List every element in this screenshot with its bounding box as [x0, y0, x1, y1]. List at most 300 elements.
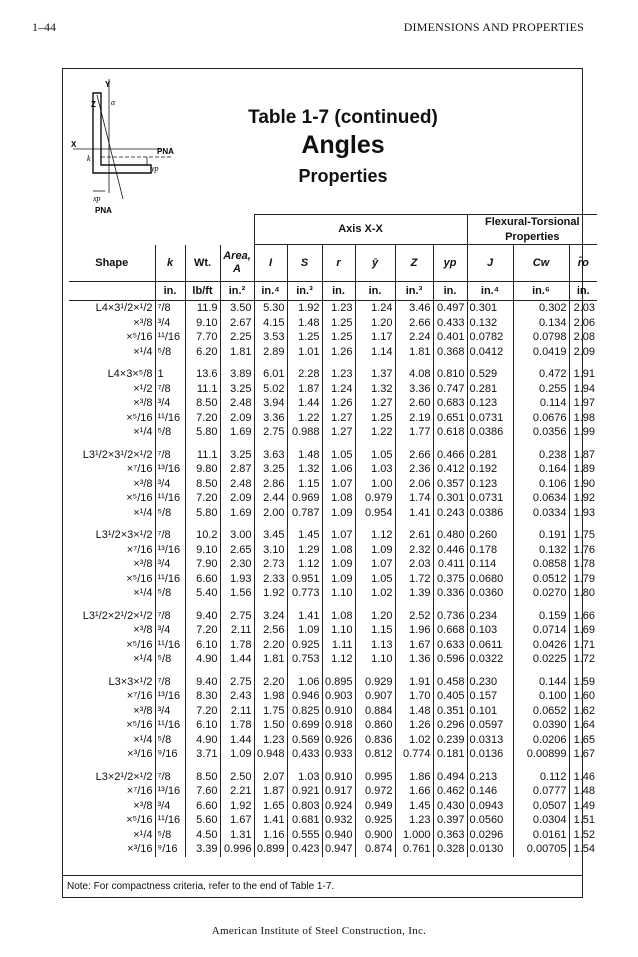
- cell-J: 0.132: [467, 316, 513, 331]
- cell-Cw: 0.0390: [513, 718, 569, 733]
- title-block: [183, 107, 503, 187]
- cell-shape: ×⁵/16: [126, 331, 153, 343]
- cell-Z: 2.32: [395, 543, 433, 558]
- cell-k: ³/4: [155, 396, 185, 411]
- cell-J: 0.0136: [467, 747, 513, 762]
- table-row: [69, 652, 597, 667]
- diagram-label-x: X: [71, 140, 77, 149]
- cell-k: ¹¹/16: [155, 411, 185, 426]
- cell-J: 0.123: [467, 396, 513, 411]
- cell-S: 0.969: [287, 491, 322, 506]
- table-row: [69, 747, 597, 762]
- cell-r: 0.918: [322, 718, 355, 733]
- cell-r: 1.23: [322, 367, 355, 382]
- cell-ybar: 1.13: [355, 638, 395, 653]
- cell-wt: 7.20: [185, 623, 220, 638]
- table-row: [69, 543, 597, 558]
- cell-I: 5.02: [254, 382, 287, 397]
- cell-ro: 1.51: [569, 813, 597, 828]
- cell-ro: 1.52: [569, 828, 597, 843]
- cell-area: 3.25: [220, 382, 254, 397]
- cell-I: 1.23: [254, 733, 287, 748]
- table-row: [69, 718, 597, 733]
- table-row: [69, 382, 597, 397]
- cell-I: 4.15: [254, 316, 287, 331]
- table-row: [69, 689, 597, 704]
- cell-area: 2.09: [220, 491, 254, 506]
- cell-Cw: 0.302: [513, 301, 569, 316]
- page-header: [32, 20, 584, 36]
- cell-wt: 6.60: [185, 572, 220, 587]
- cell-ybar: 0.979: [355, 491, 395, 506]
- cell-r: 1.27: [322, 411, 355, 426]
- cell-r: 1.09: [322, 557, 355, 572]
- cell-I: 3.25: [254, 462, 287, 477]
- cell-I: 3.53: [254, 330, 287, 345]
- cell-ybar: 1.10: [355, 652, 395, 667]
- cell-yp: 0.736: [433, 609, 467, 624]
- cell-r: 1.27: [322, 425, 355, 440]
- cell-I: 3.63: [254, 448, 287, 463]
- table-row: [69, 396, 597, 411]
- cell-shape: L3¹/2×2¹/2×¹/2: [82, 609, 153, 622]
- cell-shape: ×³/8: [133, 477, 153, 490]
- cell-Cw: 0.238: [513, 448, 569, 463]
- cell-Cw: 0.0634: [513, 491, 569, 506]
- symbol-header-row: [69, 245, 597, 282]
- cell-I: 1.75: [254, 704, 287, 719]
- cell-ybar: 1.25: [355, 411, 395, 426]
- cell-ro: 2.06: [569, 316, 597, 331]
- cell-I: 2.20: [254, 638, 287, 653]
- cell-S: 1.15: [287, 477, 322, 492]
- cell-J: 0.114: [467, 557, 513, 572]
- cell-wt: 7.60: [185, 784, 220, 799]
- cell-shape: ×⁵/16: [126, 638, 153, 651]
- cell-shape: ×¹/4: [133, 653, 153, 665]
- cell-k: ¹¹/16: [155, 718, 185, 733]
- cell-r: 1.08: [322, 491, 355, 506]
- cell-ybar: 0.836: [355, 733, 395, 748]
- cell-ybar: 1.03: [355, 462, 395, 477]
- cell-I: 5.30: [254, 301, 287, 316]
- group-spacer: [69, 762, 597, 770]
- cell-r: 0.924: [322, 799, 355, 814]
- cell-Cw: 0.164: [513, 462, 569, 477]
- cell-Z: 2.06: [395, 477, 433, 492]
- cell-yp: 0.596: [433, 652, 467, 667]
- diagram-label-pna: PNA: [157, 147, 174, 156]
- cell-wt: 7.20: [185, 491, 220, 506]
- cell-Cw: 0.0419: [513, 345, 569, 360]
- cell-S: 0.803: [287, 799, 322, 814]
- cell-shape: L3¹/2×3×¹/2: [95, 529, 153, 541]
- cell-ybar: 0.860: [355, 718, 395, 733]
- cell-Z: 2.66: [395, 316, 433, 331]
- cell-k: ⁵/8: [155, 828, 185, 843]
- cell-ybar: 1.00: [355, 477, 395, 492]
- cell-k: ⁷/8: [155, 609, 185, 624]
- cell-yp: 0.446: [433, 543, 467, 558]
- cell-k: ⁵/8: [155, 586, 185, 601]
- col-ybar: ȳ: [355, 245, 395, 282]
- cell-k: ⁵/8: [155, 506, 185, 521]
- cell-J: 0.281: [467, 448, 513, 463]
- cell-J: 0.157: [467, 689, 513, 704]
- cell-shape: ×⁵/16: [126, 814, 153, 826]
- cell-ybar: 0.812: [355, 747, 395, 762]
- cell-Z: 1.67: [395, 638, 433, 653]
- cell-area: 1.67: [220, 813, 254, 828]
- cell-ybar: 1.32: [355, 382, 395, 397]
- cell-Z: 2.03: [395, 557, 433, 572]
- cell-I: 1.41: [254, 813, 287, 828]
- cell-I: 2.89: [254, 345, 287, 360]
- table-row: [69, 572, 597, 587]
- unit-r: in.: [322, 282, 355, 301]
- cell-wt: 7.90: [185, 557, 220, 572]
- cell-Cw: 0.100: [513, 689, 569, 704]
- cell-area: 2.67: [220, 316, 254, 331]
- cell-S: 0.569: [287, 733, 322, 748]
- cell-I: 1.87: [254, 784, 287, 799]
- cell-shape: ×¹/4: [133, 587, 153, 599]
- cell-Z: 1.41: [395, 506, 433, 521]
- cell-yp: 0.328: [433, 842, 467, 857]
- cell-Cw: 0.0777: [513, 784, 569, 799]
- cell-Z: 1.02: [395, 733, 433, 748]
- cell-S: 0.951: [287, 572, 322, 587]
- cell-I: 3.10: [254, 543, 287, 558]
- cell-r: 0.910: [322, 704, 355, 719]
- group-spacer: [69, 667, 597, 675]
- cell-yp: 0.296: [433, 718, 467, 733]
- cell-I: 0.899: [254, 842, 287, 857]
- col-Cw: Cw: [513, 245, 569, 282]
- cell-yp: 0.336: [433, 586, 467, 601]
- cell-yp: 0.239: [433, 733, 467, 748]
- cell-r: 0.895: [322, 675, 355, 690]
- cell-ro: 1.94: [569, 382, 597, 397]
- footnote: Note: For compactness criteria, refer to the end of Table 1-7.: [63, 875, 582, 897]
- cell-Cw: 0.106: [513, 477, 569, 492]
- cell-k: ⁷/8: [155, 448, 185, 463]
- cell-ro: 1.67: [569, 747, 597, 762]
- cell-Z: 2.66: [395, 448, 433, 463]
- cell-S: 1.41: [287, 609, 322, 624]
- cell-J: 0.0782: [467, 330, 513, 345]
- cell-wt: 9.10: [185, 316, 220, 331]
- cell-I: 2.73: [254, 557, 287, 572]
- cell-Z: 2.19: [395, 411, 433, 426]
- table-row: [69, 799, 597, 814]
- cell-k: ⁵/8: [155, 733, 185, 748]
- table-row: [69, 704, 597, 719]
- cell-S: 1.22: [287, 411, 322, 426]
- cell-yp: 0.651: [433, 411, 467, 426]
- cell-ro: 2.08: [569, 330, 597, 345]
- cell-yp: 0.466: [433, 448, 467, 463]
- cell-yp: 0.368: [433, 345, 467, 360]
- cell-Cw: 0.00899: [513, 747, 569, 762]
- table-row: [69, 448, 597, 463]
- cell-Z: 2.24: [395, 330, 433, 345]
- table-row: [69, 733, 597, 748]
- cell-I: 3.94: [254, 396, 287, 411]
- cell-yp: 0.243: [433, 506, 467, 521]
- cell-area: 1.31: [220, 828, 254, 843]
- cell-shape: L3×2¹/2×¹/2: [95, 770, 153, 783]
- cell-yp: 0.430: [433, 799, 467, 814]
- cell-S: 1.12: [287, 557, 322, 572]
- flexural-group-header: [467, 215, 597, 245]
- cell-S: 0.773: [287, 586, 322, 601]
- table-row: [69, 770, 597, 785]
- cell-Cw: 0.0334: [513, 506, 569, 521]
- cell-shape: ×⁵/16: [126, 719, 153, 731]
- cell-S: 2.28: [287, 367, 322, 382]
- diagram-label-alpha: α: [111, 98, 116, 107]
- cell-ybar: 0.972: [355, 784, 395, 799]
- cell-k: ³/4: [155, 477, 185, 492]
- cell-S: 1.48: [287, 316, 322, 331]
- cell-ybar: 0.929: [355, 675, 395, 690]
- cell-ro: 1.90: [569, 477, 597, 492]
- cell-J: 0.0386: [467, 506, 513, 521]
- cell-ro: 1.60: [569, 689, 597, 704]
- cell-yp: 0.668: [433, 623, 467, 638]
- cell-I: 2.86: [254, 477, 287, 492]
- cell-area: 1.56: [220, 586, 254, 601]
- cell-ybar: 1.14: [355, 345, 395, 360]
- cell-yp: 0.405: [433, 689, 467, 704]
- cell-ro: 1.59: [569, 675, 597, 690]
- group-spacer: [69, 520, 597, 528]
- cell-ybar: 1.22: [355, 425, 395, 440]
- table-frame: [62, 68, 596, 898]
- table-body: [69, 301, 597, 857]
- group-spacer: [69, 440, 597, 448]
- cell-wt: 11.9: [185, 301, 220, 316]
- cell-I: 1.50: [254, 718, 287, 733]
- cell-wt: 8.30: [185, 689, 220, 704]
- cell-S: 1.01: [287, 345, 322, 360]
- cell-J: 0.0313: [467, 733, 513, 748]
- cell-shape: ×³/8: [133, 624, 153, 636]
- cell-Z: 3.46: [395, 301, 433, 316]
- cell-I: 3.24: [254, 609, 287, 624]
- cell-Z: 2.60: [395, 396, 433, 411]
- cell-yp: 0.747: [433, 382, 467, 397]
- cell-ybar: 1.15: [355, 623, 395, 638]
- cell-ro: 1.92: [569, 491, 597, 506]
- cell-I: 1.16: [254, 828, 287, 843]
- cell-Z: 1.48: [395, 704, 433, 719]
- cell-r: 1.12: [322, 652, 355, 667]
- cell-S: 0.988: [287, 425, 322, 440]
- cell-Cw: 0.0270: [513, 586, 569, 601]
- cell-Z: 1.70: [395, 689, 433, 704]
- cell-k: ³/4: [155, 704, 185, 719]
- cell-ybar: 1.27: [355, 396, 395, 411]
- cell-area: 3.25: [220, 448, 254, 463]
- cell-area: 2.21: [220, 784, 254, 799]
- cell-I: 2.20: [254, 675, 287, 690]
- cell-wt: 7.20: [185, 411, 220, 426]
- cell-S: 1.03: [287, 770, 322, 785]
- cell-r: 1.06: [322, 462, 355, 477]
- cell-ro: 1.97: [569, 396, 597, 411]
- cell-Z: 1.72: [395, 572, 433, 587]
- col-ro: r̄o: [569, 245, 597, 282]
- cell-J: 0.281: [467, 382, 513, 397]
- cell-ybar: 1.37: [355, 367, 395, 382]
- cell-shape: ×³/16: [127, 748, 153, 760]
- table-row: [69, 675, 597, 690]
- cell-k: ³/4: [155, 557, 185, 572]
- cell-J: 0.0560: [467, 813, 513, 828]
- cell-shape: ×³/8: [133, 704, 153, 717]
- cell-area: 1.44: [220, 733, 254, 748]
- table-row: [69, 367, 597, 382]
- group-header-row: [69, 215, 597, 245]
- cell-J: 0.103: [467, 623, 513, 638]
- cell-Z: 1.26: [395, 718, 433, 733]
- diagram-label-y: Y: [105, 80, 111, 89]
- cell-area: 2.25: [220, 330, 254, 345]
- cell-Cw: 0.0161: [513, 828, 569, 843]
- unit-header-row: [69, 282, 597, 301]
- cell-Z: 2.36: [395, 462, 433, 477]
- cell-ybar: 1.05: [355, 572, 395, 587]
- col-k: k: [155, 245, 185, 282]
- cell-ro: 1.46: [569, 770, 597, 785]
- cell-S: 1.29: [287, 543, 322, 558]
- cell-r: 0.933: [322, 747, 355, 762]
- col-I: I: [254, 245, 287, 282]
- col-wt: Wt.: [185, 245, 220, 282]
- cell-k: ⁷/8: [155, 675, 185, 690]
- table-row: [69, 330, 597, 345]
- cell-Cw: 0.255: [513, 382, 569, 397]
- cell-ybar: 1.02: [355, 586, 395, 601]
- cell-Cw: 0.144: [513, 675, 569, 690]
- cell-r: 0.910: [322, 770, 355, 785]
- col-J: J: [467, 245, 513, 282]
- cell-area: 1.78: [220, 638, 254, 653]
- cell-r: 0.917: [322, 784, 355, 799]
- cell-Cw: 0.0858: [513, 557, 569, 572]
- cell-Cw: 0.0225: [513, 652, 569, 667]
- col-area: Area, A: [220, 245, 254, 282]
- cell-Cw: 0.0798: [513, 330, 569, 345]
- cell-r: 1.07: [322, 477, 355, 492]
- cell-shape: ×⁷/16: [126, 543, 153, 556]
- cell-Cw: 0.134: [513, 316, 569, 331]
- cell-ybar: 0.874: [355, 842, 395, 857]
- cell-ybar: 1.20: [355, 316, 395, 331]
- cell-J: 0.0360: [467, 586, 513, 601]
- cell-Z: 3.36: [395, 382, 433, 397]
- cell-yp: 0.363: [433, 828, 467, 843]
- cell-ro: 1.71: [569, 638, 597, 653]
- cell-yp: 0.633: [433, 638, 467, 653]
- cell-S: 0.433: [287, 747, 322, 762]
- table-row: [69, 301, 597, 316]
- cell-I: 2.33: [254, 572, 287, 587]
- cell-wt: 10.2: [185, 528, 220, 543]
- cell-ro: 1.76: [569, 543, 597, 558]
- diagram-label-k: k: [87, 154, 91, 163]
- cell-Z: 1.36: [395, 652, 433, 667]
- cell-J: 0.213: [467, 770, 513, 785]
- cell-Cw: 0.114: [513, 396, 569, 411]
- col-r: r: [322, 245, 355, 282]
- flexural-line2: Properties: [505, 230, 560, 243]
- cell-I: 2.75: [254, 425, 287, 440]
- cell-ro: 1.87: [569, 448, 597, 463]
- unit-S: in.³: [287, 282, 322, 301]
- cell-S: 0.946: [287, 689, 322, 704]
- table-row: [69, 609, 597, 624]
- cell-k: ³/4: [155, 623, 185, 638]
- cell-area: 2.87: [220, 462, 254, 477]
- table-row: [69, 462, 597, 477]
- cell-shape: ×¹/4: [133, 426, 153, 438]
- cell-wt: 3.71: [185, 747, 220, 762]
- cell-k: ⁹/16: [155, 842, 185, 857]
- cell-k: ⁵/8: [155, 425, 185, 440]
- cell-I: 0.948: [254, 747, 287, 762]
- cell-wt: 8.50: [185, 396, 220, 411]
- table-row: [69, 477, 597, 492]
- cell-Z: 1.96: [395, 623, 433, 638]
- cell-area: 2.30: [220, 557, 254, 572]
- cell-area: 1.69: [220, 506, 254, 521]
- cell-J: 0.0386: [467, 425, 513, 440]
- table-row: [69, 828, 597, 843]
- cell-ybar: 0.995: [355, 770, 395, 785]
- cell-shape: L4×3¹/2×¹/2: [95, 302, 153, 314]
- cell-area: 1.92: [220, 799, 254, 814]
- cell-wt: 9.40: [185, 675, 220, 690]
- cell-ybar: 1.09: [355, 543, 395, 558]
- cell-J: 0.101: [467, 704, 513, 719]
- cell-yp: 0.618: [433, 425, 467, 440]
- cell-shape: ×³/8: [133, 397, 153, 409]
- cell-Z: 2.52: [395, 609, 433, 624]
- cell-J: 0.260: [467, 528, 513, 543]
- cell-ro: 1.80: [569, 586, 597, 601]
- cell-ro: 1.75: [569, 528, 597, 543]
- cell-ybar: 0.884: [355, 704, 395, 719]
- cell-yp: 0.458: [433, 675, 467, 690]
- cell-r: 1.25: [322, 316, 355, 331]
- cell-I: 6.01: [254, 367, 287, 382]
- cell-wt: 6.20: [185, 345, 220, 360]
- cell-r: 1.08: [322, 609, 355, 624]
- cell-J: 0.0130: [467, 842, 513, 857]
- cell-wt: 6.10: [185, 718, 220, 733]
- unit-ybar: in.: [355, 282, 395, 301]
- table-row: [69, 425, 597, 440]
- cell-area: 3.89: [220, 367, 254, 382]
- angle-section-diagram: [71, 75, 201, 215]
- cell-J: 0.0680: [467, 572, 513, 587]
- cell-Cw: 0.0676: [513, 411, 569, 426]
- cell-S: 1.06: [287, 675, 322, 690]
- cell-shape: ×¹/4: [133, 828, 153, 841]
